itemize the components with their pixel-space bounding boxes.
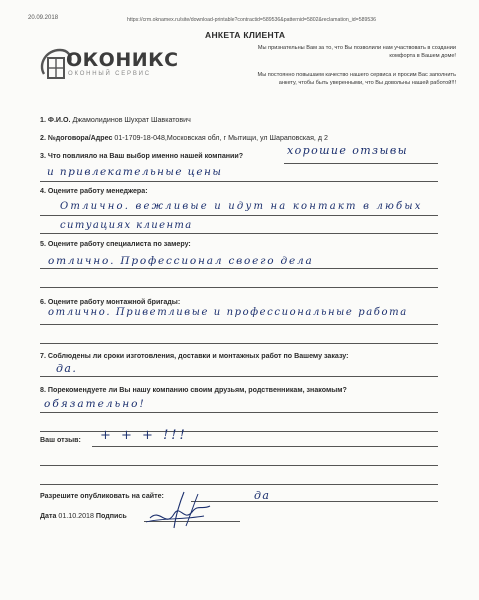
answer-4-line2: ситуациях клиента <box>60 220 193 231</box>
logo-wordmark: ОКОНИКС <box>66 49 179 71</box>
question-7: 7. Соблюдены ли сроки изготовления, доставки и монтажных работ по Вашему заказу: <box>40 352 349 360</box>
print-url: https://crm.oknamex.ru/site/download-printable?contractid=589536&patternid=5802&reclamation_id=589536 <box>127 17 377 23</box>
answer-line <box>40 324 438 325</box>
logo-tagline: ОКОННЫЙ СЕРВИС <box>68 71 151 77</box>
answer-line <box>40 412 438 413</box>
address-label: 2. №договора/Адрес <box>40 134 113 142</box>
question-4: 4. Оцените работу менеджера: <box>40 187 148 195</box>
fio-row <box>40 116 191 124</box>
answer-7: да. <box>56 362 78 375</box>
answer-line <box>284 163 438 164</box>
review-label: Ваш отзыв: <box>40 436 81 444</box>
print-date: 20.09.2018 <box>28 15 59 21</box>
question-8: 8. Порекомендуете ли Вы нашу компанию своим друзьям, родственникам, знакомым? <box>40 386 347 394</box>
handwritten-signature <box>140 488 220 530</box>
date-label: Дата <box>40 512 57 520</box>
answer-8: обязательно! <box>44 398 146 410</box>
intro-thanks: Мы признательны Вам за то, что Вы позволили нам участвовать в создании комфорта в Вашем доме! <box>257 45 456 59</box>
answer-4-line1: Отлично. вежливые и идут на контакт в любых <box>60 201 423 212</box>
signature-label: Подпись <box>95 512 127 520</box>
answer-line <box>40 343 438 344</box>
answer-line <box>40 268 438 269</box>
answer-line <box>40 233 438 234</box>
answer-line <box>40 215 438 216</box>
answer-line <box>40 181 438 182</box>
publish-label: Разрешите опубликовать на сайте: <box>40 492 164 500</box>
answer-publish: да <box>254 489 271 502</box>
question-5: 5. Оцените работу специалиста по замеру: <box>40 240 191 248</box>
answer-line <box>92 446 438 447</box>
date-value: 01.10.2018 <box>58 512 94 520</box>
answer-3-line1: хорошие отзывы <box>287 144 408 157</box>
answer-line <box>40 484 438 485</box>
answer-line <box>191 501 438 502</box>
question-3: 3. Что повлияло на Ваш выбор именно нашей компании? <box>40 152 244 160</box>
answer-line <box>40 287 438 288</box>
address-row <box>40 134 328 142</box>
answer-5: отлично. Профессионал своего дела <box>48 255 314 267</box>
answer-review: + + + !!! <box>100 428 188 443</box>
answer-6: отлично. Приветливые и профессиональные работа <box>48 307 408 318</box>
address-value: 01-1709-18-048,Московская обл, г Мытищи, ул Шараповская, д 2 <box>114 134 328 142</box>
answer-3-line2: и привлекательные цены <box>47 166 223 178</box>
intro-request: Мы постоянно повышаем качество нашего сервиса и просим Вас заполнить анкету, чтобы быть уверенными, что Вы довольны нашей работой!!! <box>257 72 456 86</box>
document-title: АНКЕТА КЛИЕНТА <box>205 30 286 40</box>
fio-label: 1. Ф.И.О. <box>40 116 71 124</box>
fio-value: Джамолидинов Шухрат Шавкатович <box>72 116 191 124</box>
question-6: 6. Оцените работу монтажной бригады: <box>40 298 181 306</box>
answer-line <box>40 376 438 377</box>
date-signature-row <box>40 512 127 520</box>
answer-line <box>40 465 438 466</box>
